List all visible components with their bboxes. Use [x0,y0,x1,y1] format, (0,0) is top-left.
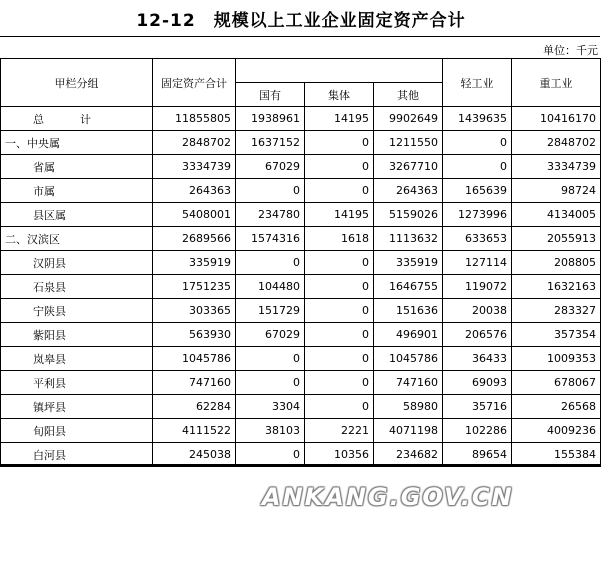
total-label-b: 计 [80,112,91,126]
cell-collective: 0 [305,155,374,179]
table-row [1,275,601,299]
table-row [1,179,601,203]
cell-collective: 0 [305,275,374,299]
cell-collective: 0 [305,323,374,347]
cell-other: 234682 [374,443,443,467]
cell-collective: 0 [305,131,374,155]
cell-collective: 0 [305,179,374,203]
cell-other: 1113632 [374,227,443,251]
table-row [1,251,601,275]
cell-other: 335919 [374,251,443,275]
cell-total: 264363 [153,179,236,203]
cell-heavy: 1632163 [512,275,601,299]
table-row [1,155,601,179]
cell-other: 496901 [374,323,443,347]
cell-total: 62284 [153,395,236,419]
cell-other: 1211550 [374,131,443,155]
cell-state: 234780 [236,203,305,227]
cell-other: 747160 [374,371,443,395]
cell-light: 127114 [443,251,512,275]
cell-light: 165639 [443,179,512,203]
cell-light: 0 [443,155,512,179]
row-label: 石泉县 [1,275,153,299]
cell-collective: 0 [305,347,374,371]
cell-state: 1637152 [236,131,305,155]
cell-collective: 0 [305,299,374,323]
cell-collective: 2221 [305,419,374,443]
cell-total: 335919 [153,251,236,275]
cell-state: 1938961 [236,107,305,131]
cell-total: 2848702 [153,131,236,155]
cell-state: 1574316 [236,227,305,251]
table-row [1,323,601,347]
cell-other: 264363 [374,179,443,203]
cell-collective: 0 [305,251,374,275]
table-row [1,395,601,419]
cell-other: 9902649 [374,107,443,131]
header-total: 固定资产合计 [153,59,236,107]
cell-total: 1045786 [153,347,236,371]
cell-light: 119072 [443,275,512,299]
cell-total: 245038 [153,443,236,467]
header-collective: 集体 [305,83,374,107]
cell-heavy: 2848702 [512,131,601,155]
cell-state: 67029 [236,323,305,347]
site-watermark: ANKANG.GOV.CN [262,483,514,511]
total-label-a: 总 [33,112,44,126]
header-heavy-industry: 重工业 [512,59,601,107]
table-bottom-rule [0,464,600,466]
row-label: 白河县 [1,443,153,467]
cell-light: 35716 [443,395,512,419]
table-row-total [1,107,601,131]
cell-heavy: 4009236 [512,419,601,443]
cell-total: 4111522 [153,419,236,443]
header-light-industry: 轻工业 [443,59,512,107]
unit-label: 单位：千元 [543,44,598,57]
cell-other: 58980 [374,395,443,419]
title-divider [0,36,600,37]
fixed-assets-table [0,58,601,467]
cell-light: 206576 [443,323,512,347]
cell-collective: 14195 [305,107,374,131]
cell-total: 747160 [153,371,236,395]
row-label: 宁陕县 [1,299,153,323]
table-row [1,347,601,371]
row-label: 汉阴县 [1,251,153,275]
row-label: 省属 [1,155,153,179]
cell-light: 0 [443,131,512,155]
table-row [1,419,601,443]
cell-heavy: 2055913 [512,227,601,251]
cell-state: 104480 [236,275,305,299]
cell-state: 0 [236,347,305,371]
cell-heavy: 3334739 [512,155,601,179]
cell-light: 1439635 [443,107,512,131]
cell-collective: 10356 [305,443,374,467]
cell-state: 0 [236,371,305,395]
cell-light: 36433 [443,347,512,371]
cell-state: 151729 [236,299,305,323]
cell-heavy: 357354 [512,323,601,347]
header-state-owned: 国有 [236,83,305,107]
row-label: 县区属 [1,203,153,227]
cell-other: 4071198 [374,419,443,443]
cell-collective: 1618 [305,227,374,251]
header-other: 其他 [374,83,443,107]
row-label: 一、中央属 [1,131,153,155]
cell-total: 3334739 [153,155,236,179]
table-row [1,443,601,467]
cell-other: 151636 [374,299,443,323]
cell-heavy: 1009353 [512,347,601,371]
cell-light: 20038 [443,299,512,323]
cell-total: 1751235 [153,275,236,299]
cell-heavy: 26568 [512,395,601,419]
cell-heavy: 98724 [512,179,601,203]
row-label-total [1,107,153,131]
table-row [1,371,601,395]
cell-total: 2689566 [153,227,236,251]
row-label: 紫阳县 [1,323,153,347]
cell-state: 0 [236,179,305,203]
cell-state: 3304 [236,395,305,419]
cell-total: 563930 [153,323,236,347]
table-number: 12-12 [136,11,196,31]
cell-other: 3267710 [374,155,443,179]
row-label: 市属 [1,179,153,203]
row-label: 平利县 [1,371,153,395]
cell-heavy: 10416170 [512,107,601,131]
cell-state: 38103 [236,419,305,443]
table-row [1,299,601,323]
cell-light: 633653 [443,227,512,251]
cell-other: 1045786 [374,347,443,371]
cell-state: 67029 [236,155,305,179]
row-label: 旬阳县 [1,419,153,443]
cell-other: 5159026 [374,203,443,227]
table-row [1,203,601,227]
header-group: 甲栏分组 [1,59,153,107]
header-ownership [236,59,443,83]
cell-collective: 0 [305,395,374,419]
cell-heavy: 283327 [512,299,601,323]
row-label: 二、汉滨区 [1,227,153,251]
row-label: 岚皋县 [1,347,153,371]
cell-state: 0 [236,443,305,467]
cell-heavy: 208805 [512,251,601,275]
cell-collective: 0 [305,371,374,395]
cell-light: 89654 [443,443,512,467]
table-title-text: 规模以上工业企业固定资产合计 [213,11,466,31]
cell-light: 1273996 [443,203,512,227]
cell-state: 0 [236,251,305,275]
cell-heavy: 4134005 [512,203,601,227]
cell-heavy: 155384 [512,443,601,467]
table-body [1,107,601,467]
cell-light: 102286 [443,419,512,443]
cell-total: 5408001 [153,203,236,227]
table-row [1,131,601,155]
cell-total: 11855805 [153,107,236,131]
table-title [0,6,602,31]
table-row [1,227,601,251]
cell-other: 1646755 [374,275,443,299]
cell-heavy: 678067 [512,371,601,395]
cell-collective: 14195 [305,203,374,227]
cell-total: 303365 [153,299,236,323]
row-label: 镇坪县 [1,395,153,419]
cell-light: 69093 [443,371,512,395]
